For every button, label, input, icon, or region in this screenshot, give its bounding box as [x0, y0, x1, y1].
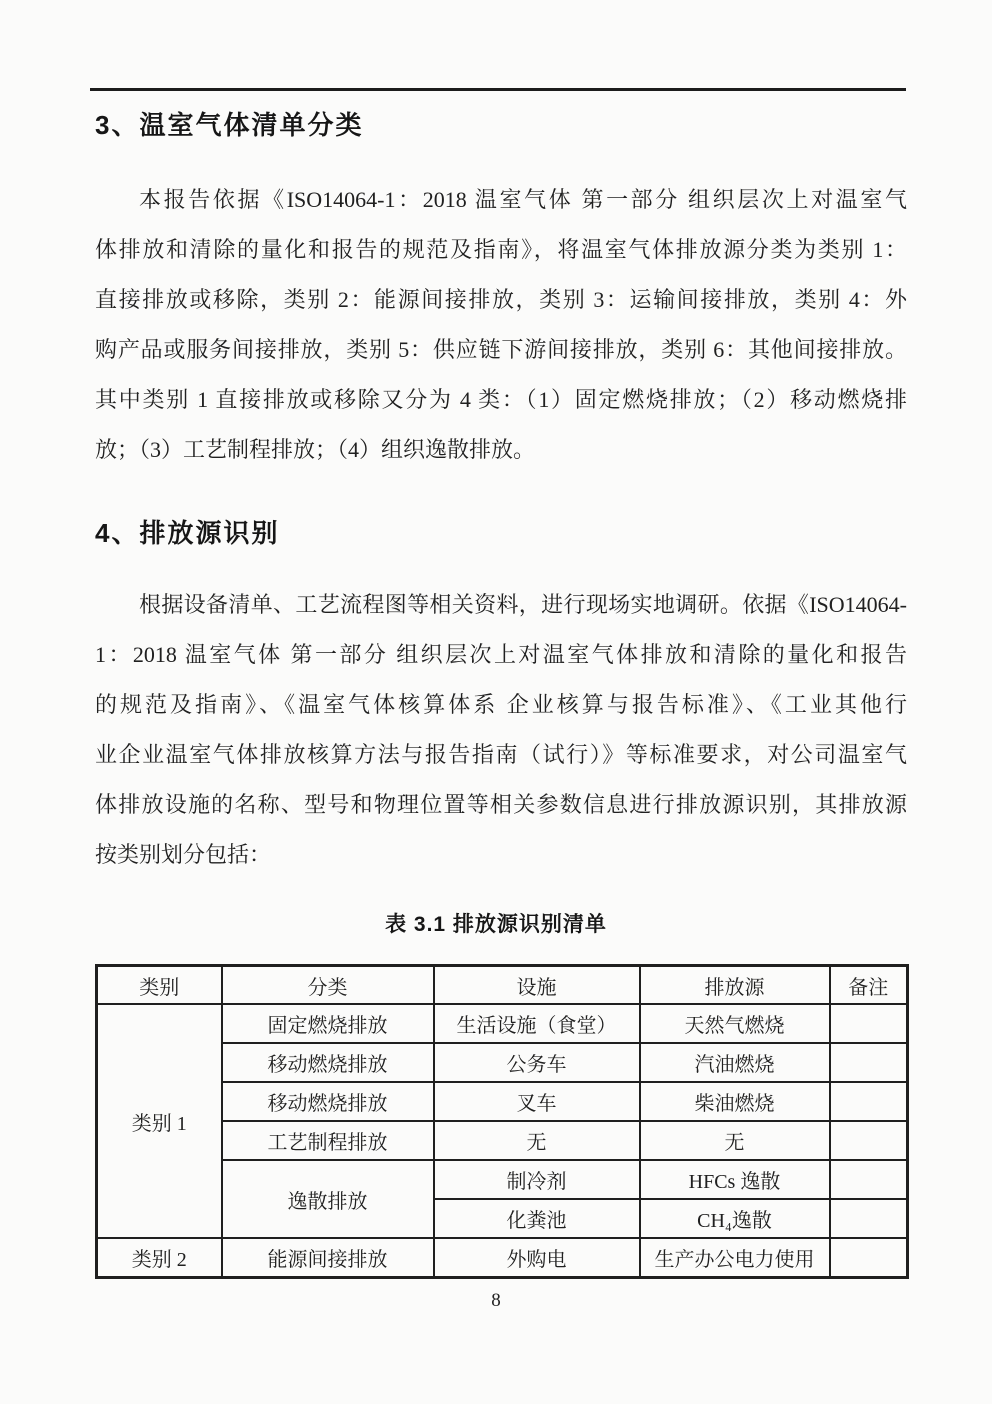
category-cell: 类别 2: [97, 1238, 222, 1278]
source-cell: 无: [640, 1121, 830, 1160]
facility-cell: 外购电: [434, 1238, 640, 1278]
facility-cell: 公务车: [434, 1043, 640, 1082]
remark-cell: [830, 1160, 908, 1199]
paragraph-line: 体排放设施的名称、型号和物理位置等相关参数信息进行排放源识别，其排放源: [95, 792, 907, 817]
source-cell: 生产办公电力使用: [640, 1238, 830, 1278]
section-4-paragraph: [95, 580, 907, 880]
table-row: [97, 1004, 908, 1043]
column-header-category: 类别: [97, 966, 222, 1005]
section-4-heading: 4、排放源识别: [95, 518, 280, 548]
column-header-facility: 设施: [434, 966, 640, 1005]
facility-cell: 无: [434, 1121, 640, 1160]
classification-cell: 逸散排放: [222, 1160, 434, 1238]
paragraph-line: 放；（3）工艺制程排放；（4）组织逸散排放。: [95, 437, 536, 462]
classification-cell: 能源间接排放: [222, 1238, 434, 1278]
classification-cell: 移动燃烧排放: [222, 1043, 434, 1082]
facility-cell: 化粪池: [434, 1199, 640, 1238]
paragraph-line: 本报告依据《ISO14064-1：2018 温室气体 第一部分 组织层次上对温室气: [139, 187, 907, 212]
facility-cell: 生活设施（食堂）: [434, 1004, 640, 1043]
remark-cell: [830, 1238, 908, 1278]
paragraph-line: 购产品或服务间接排放，类别 5：供应链下游间接排放，类别 6：其他间接排放。: [95, 337, 907, 362]
paragraph-line: 业企业温室气体排放核算方法与报告指南（试行）》等标准要求，对公司温室气: [95, 742, 907, 767]
source-cell: 天然气燃烧: [640, 1004, 830, 1043]
table-row: [97, 1238, 908, 1278]
facility-cell: 叉车: [434, 1082, 640, 1121]
paragraph-line: 直接排放或移除，类别 2：能源间接排放，类别 3：运输间接排放，类别 4：外: [95, 287, 907, 312]
section-3-heading: 3、温室气体清单分类: [95, 110, 364, 140]
classification-cell: 移动燃烧排放: [222, 1082, 434, 1121]
section-3-paragraph: [95, 175, 907, 475]
remark-cell: [830, 1121, 908, 1160]
table-header-row: [97, 966, 908, 1005]
category-cell: 类别 1: [97, 1004, 222, 1238]
emission-source-table: [95, 964, 909, 1279]
page-number: 8: [491, 1290, 501, 1311]
source-cell: 汽油燃烧: [640, 1043, 830, 1082]
classification-cell: 工艺制程排放: [222, 1121, 434, 1160]
classification-cell: 固定燃烧排放: [222, 1004, 434, 1043]
table-caption: 表 3.1 排放源识别清单: [385, 913, 607, 936]
source-cell: CH₄逸散: [640, 1199, 830, 1238]
source-cell: 柴油燃烧: [640, 1082, 830, 1121]
remark-cell: [830, 1082, 908, 1121]
paragraph-line: 根据设备清单、工艺流程图等相关资料，进行现场实地调研。依据《ISO14064-: [139, 592, 907, 617]
paragraph-line: 1：2018 温室气体 第一部分 组织层次上对温室气体排放和清除的量化和报告: [95, 642, 907, 667]
header-rule: [90, 88, 906, 91]
remark-cell: [830, 1043, 908, 1082]
source-cell: HFCs 逸散: [640, 1160, 830, 1199]
paragraph-line: 按类别划分包括：: [95, 842, 272, 867]
paragraph-line: 体排放和清除的量化和报告的规范及指南》，将温室气体排放源分类为类别 1：: [95, 237, 907, 262]
column-header-classification: 分类: [222, 966, 434, 1005]
column-header-remark: 备注: [830, 966, 908, 1005]
paragraph-line: 的规范及指南》、《温室气体核算体系 企业核算与报告标准》、《工业其他行: [95, 692, 907, 717]
column-header-source: 排放源: [640, 966, 830, 1005]
facility-cell: 制冷剂: [434, 1160, 640, 1199]
paragraph-line: 其中类别 1 直接排放或移除又分为 4 类：（1）固定燃烧排放；（2）移动燃烧排: [95, 387, 907, 412]
remark-cell: [830, 1199, 908, 1238]
remark-cell: [830, 1004, 908, 1043]
